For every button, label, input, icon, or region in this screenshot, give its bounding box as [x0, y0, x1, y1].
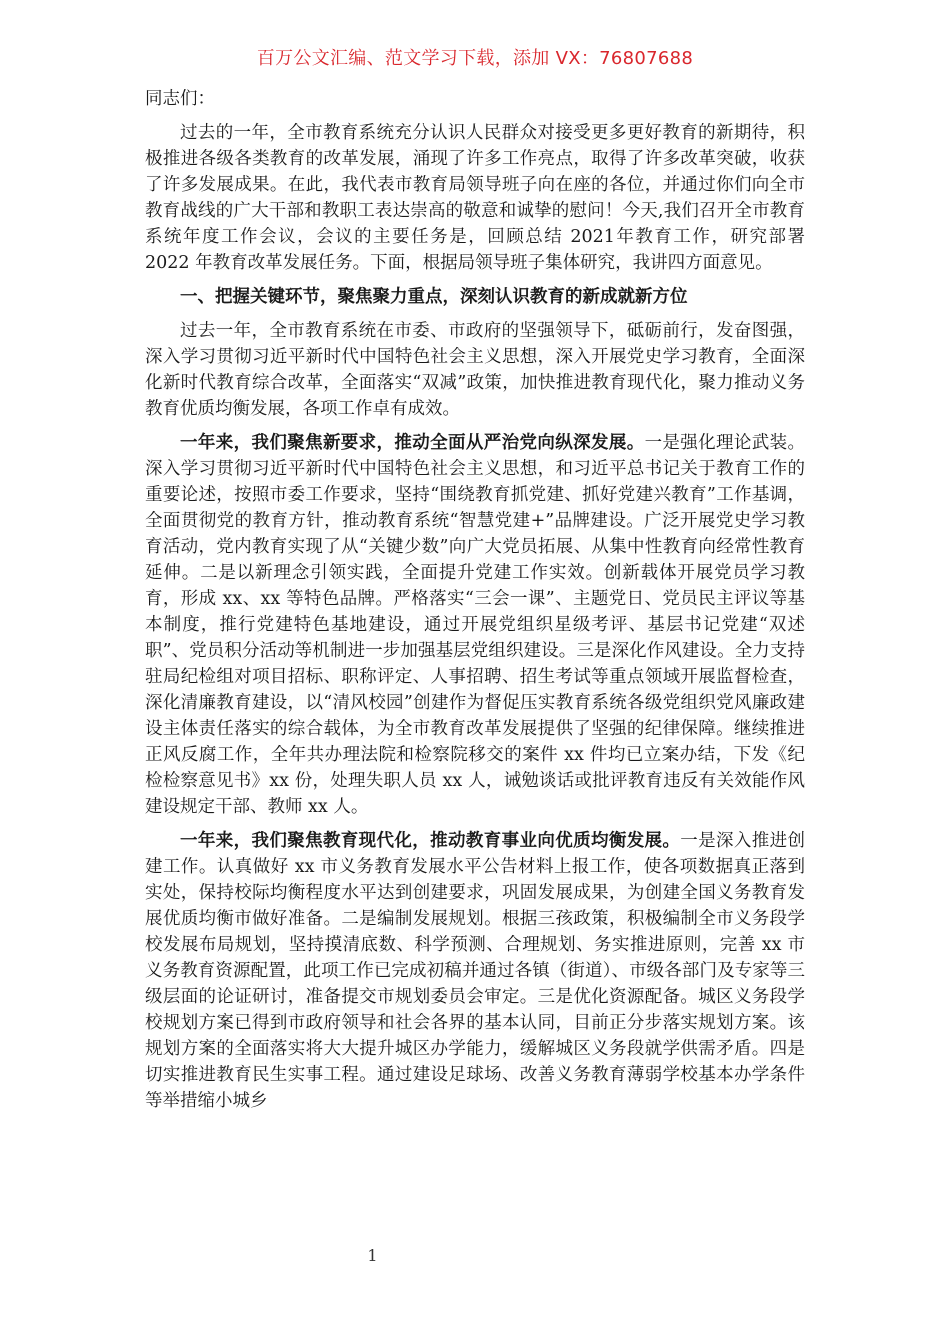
section-heading: 一、把握关键环节，聚焦聚力重点，深刻认识教育的新成就新方位 [180, 287, 688, 307]
salutation: 同志们： [145, 89, 215, 109]
paragraph: 过去一年，全市教育系统在市委、市政府的坚强领导下，砥砺前行，发奋图强，深入学习贯彻习近平新时代中国特色社会主义思想，深入开展党史学习教育，全面深化新时代教育综合改革，全面落实“双减”政策，加快推进教育现代化，聚力推动义务教育优质均衡发展，各项工作卓有成效。 [145, 321, 805, 419]
paragraph-body: 一是深入推进创建工作。认真做好 xx 市义务教育发展水平公告材料上报工作，使各项数据真正落到实处，保持校际均衡程度水平达到创建要求，巩固发展成果，为创建全国义务教育发展优质均衡市做好准备。二是编制发展规划。根据三孩政策，积极编制全市义务段学校发展布局规划，坚持摸清底数、科学预测、合理规划、务实推进原则，完善 xx 市义务教育资源配置，此项工作已完成初稿并通过各镇（街道）、市级各部门及专家等三级层面的论证研讨，准备提交市规划委员会审定。三是优化资源配备。城区义务段学校规划方案已得到市政府领导和社会各界的基本认同，目前正分步落实规划方案。该规划方案的全面落实将大大提升城区办学能力，缓解城区义务段就学供需矛盾。四是切实推进教育民生实事工程。通过建设足球场、改善义务教育薄弱学校基本办学条件等举措缩小城乡 [145, 831, 806, 1111]
watermark-banner: 百万公文汇编、范文学习下载，添加 VX：76807688 [256, 48, 694, 69]
paragraph-lead: 一年来，我们聚焦新要求，推动全面从严治党向纵深发展。 [180, 433, 645, 453]
paragraph [145, 430, 805, 820]
document-body [145, 86, 805, 1122]
paragraph-body: 一是强化理论武装。深入学习贯彻习近平新时代中国特色社会主义思想，和习近平总书记关于教育工作的重要论述，按照市委工作要求，坚持“围绕教育抓党建、抓好党建兴教育”工作基调，全面贯彻党的教育方针，推动教育系统“智慧党建+”品牌建设。广泛开展党史学习教育活动，党内教育实现了从“关键少数”向广大党员拓展、从集中性教育向经常性教育延伸。二是以新理念引领实践，全面提升党建工作实效。创新载体开展党员学习教育，形成 xx、xx 等特色品牌。严格落实“三会一课”、主题党日、党员民主评议等基本制度，推行党建特色基地建设，通过开展党组织星级考评、基层书记党建“双述职”、党员积分活动等机制进一步加强基层党组织建设。三是深化作风建设。全力支持驻局纪检组对项目招标、职称评定、人事招聘、招生考试等重点领域开展监督检查，深化清廉教育建设，以“清风校园”创建作为督促压实教育系统各级党组织党风廉政建设主体责任落实的综合载体，为全市教育改革发展提供了坚强的纪律保障。继续推进正风反腐工作，全年共办理法院和检察院移交的案件 xx 件均已立案办结，下发《纪检检察意见书》xx 份，处理失职人员 xx 人，诫勉谈话或批评教育违反有关效能作风建设规定干部、教师 xx 人。 [145, 433, 806, 817]
paragraph [145, 828, 805, 1114]
intro-paragraph: 过去的一年，全市教育系统充分认识人民群众对接受更多更好教育的新期待，积极推进各级各类教育的改革发展，涌现了许多工作亮点，取得了许多改革突破，收获了许多发展成果。在此，我代表市教育局领导班子向在座的各位，并通过你们向全市教育战线的广大干部和教职工表达崇高的敬意和诚挚的慰问！今天,我们召开全市教育系统年度工作会议，会议的主要任务是，回顾总结 2021年教育工作，研究部署 2022 年教育改革发展任务。下面，根据局领导班子集体研究，我讲四方面意见。 [145, 123, 805, 273]
page-number: 1 [367, 1246, 378, 1265]
paragraph-lead: 一年来，我们聚焦教育现代化，推动教育事业向优质均衡发展。 [180, 831, 681, 851]
